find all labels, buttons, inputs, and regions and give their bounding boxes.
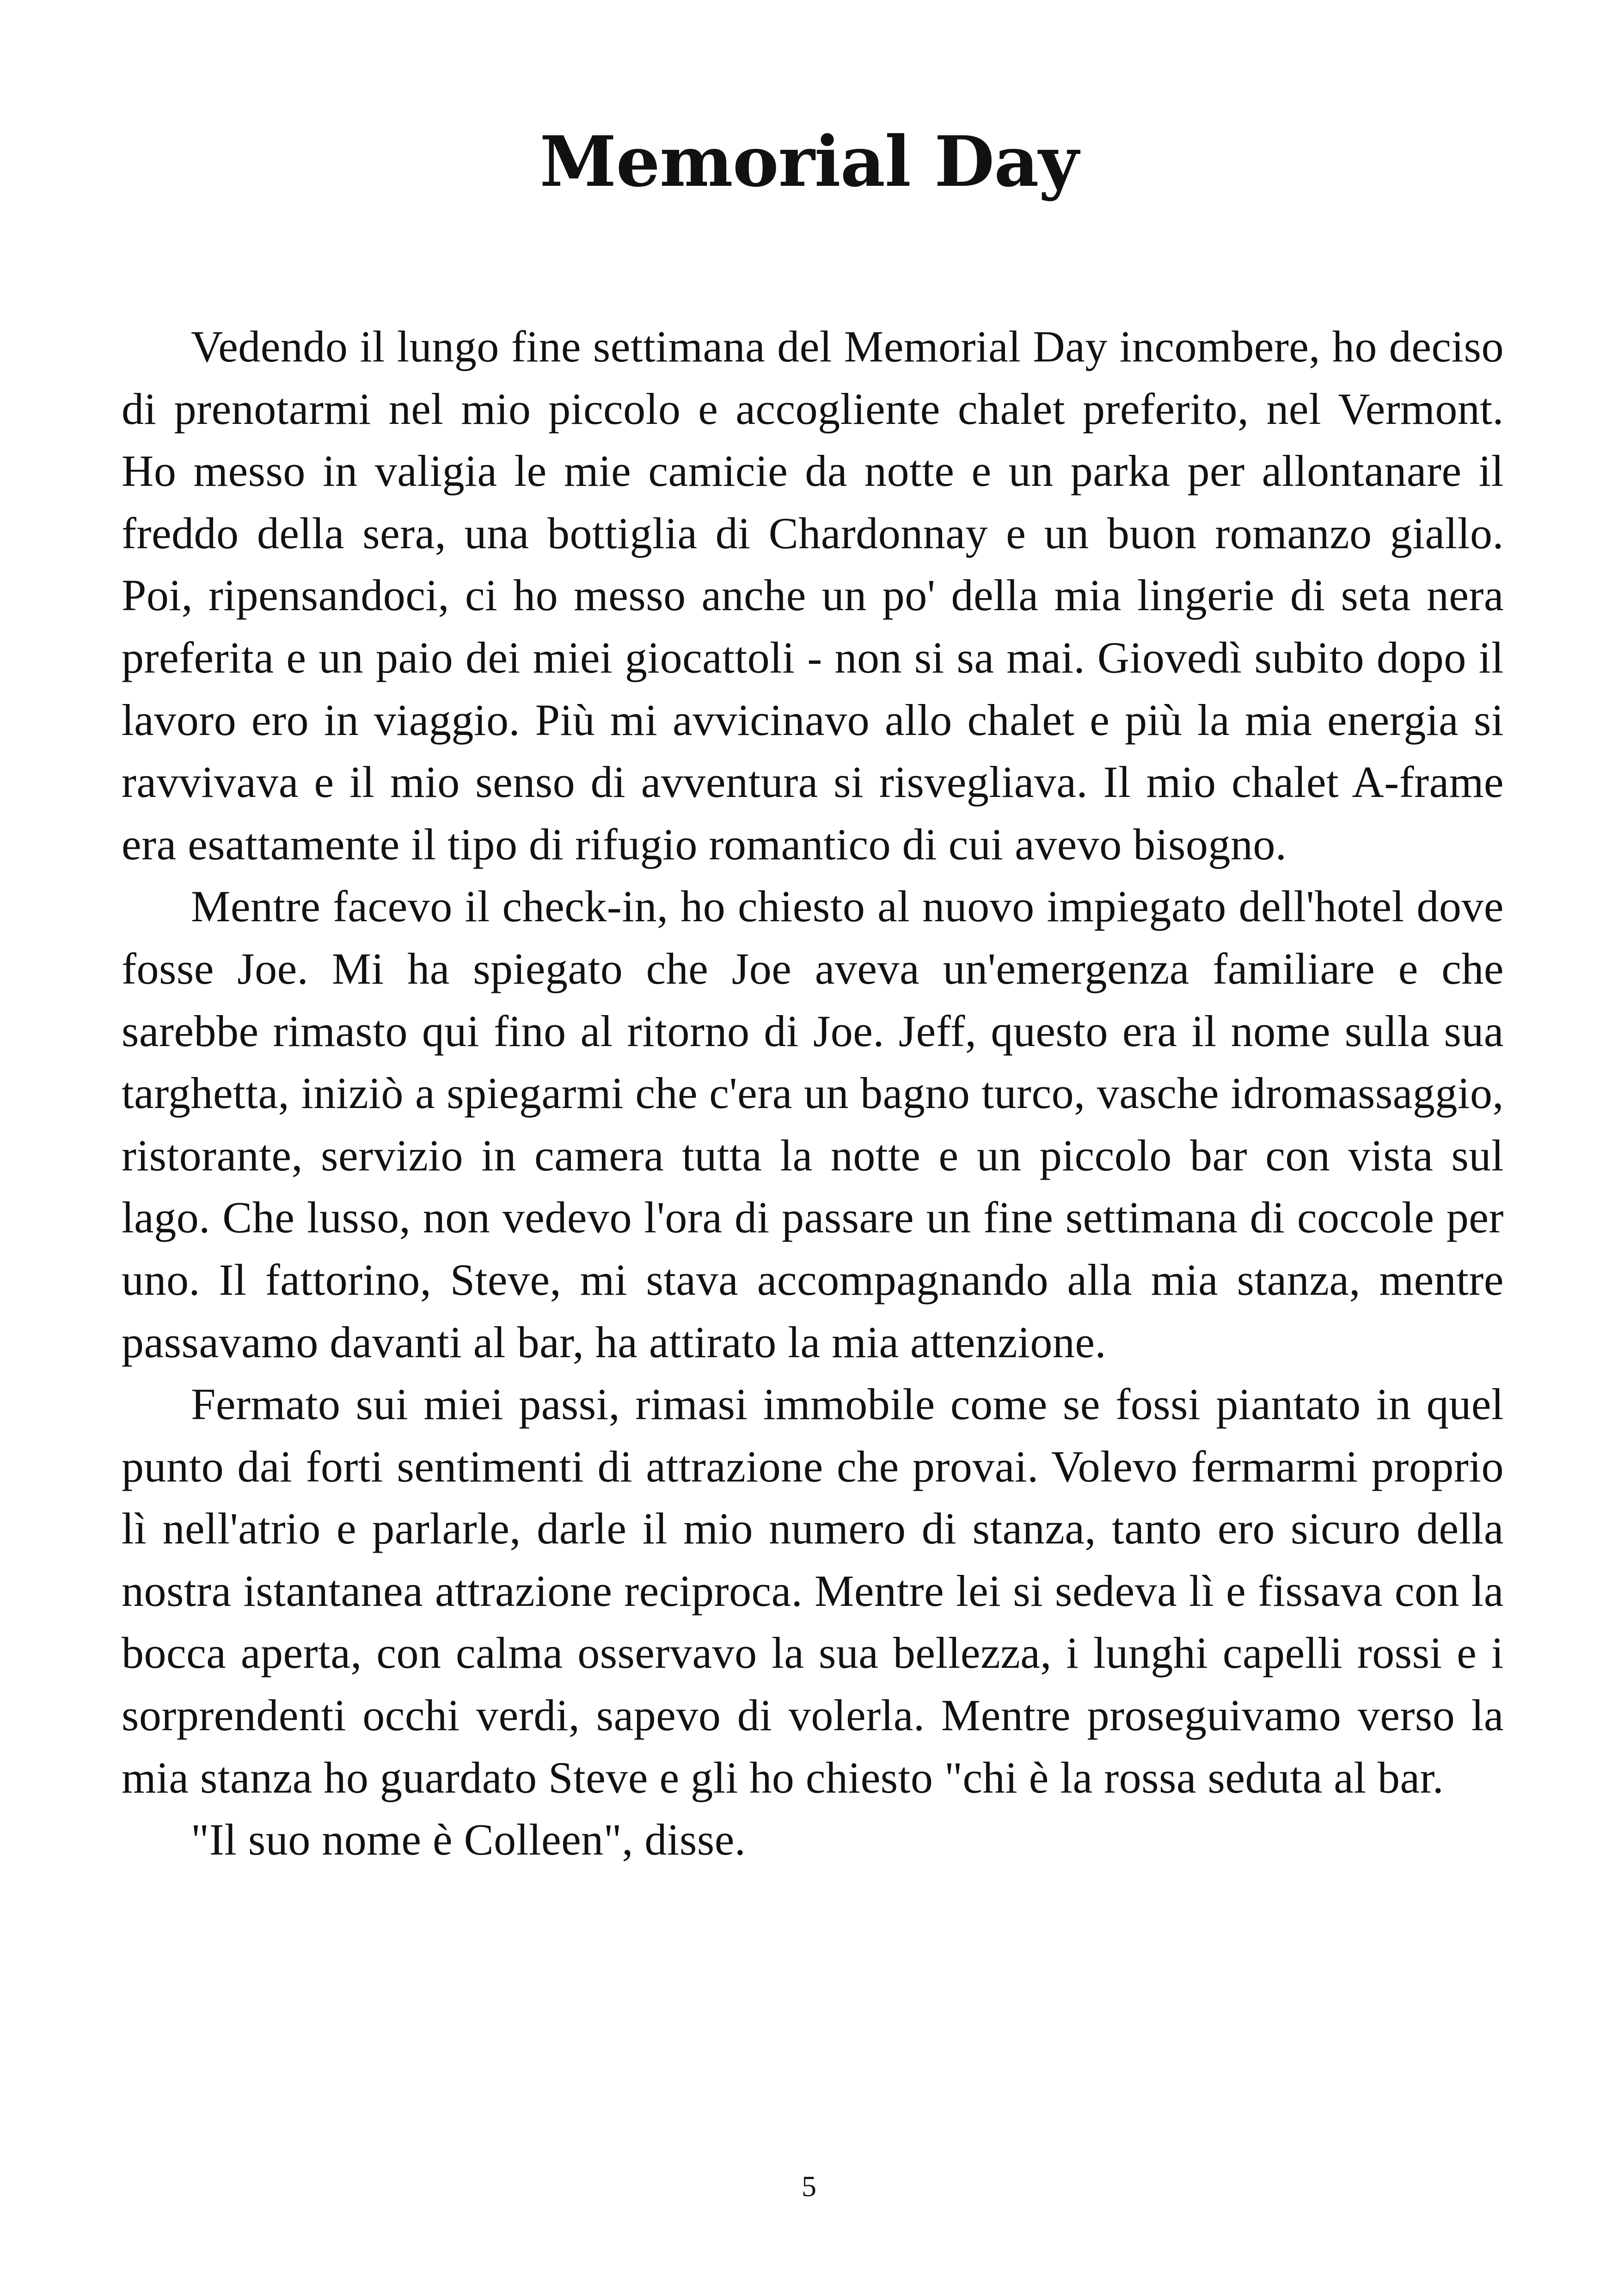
page-number: 5: [802, 2170, 816, 2203]
paragraph-3: Fermato sui miei passi, rimasi immobile come se fossi piantato in quel punto dai forti sentimenti di attrazione che provai. Volevo fermarmi proprio lì nell'atrio e parlarle, darle il mio numero di stanza, tanto ero sicuro della nostra istantanea attrazione reciproca. Mentre lei si sedeva lì e fissava con la bocca aperta, con calma osservavo la sua bellezza, i lunghi capelli rossi e i sorprendenti occhi verdi, sapevo di volerla. Mentre proseguivamo verso la mia stanza ho guardato Steve e gli ho chiesto "chi è la rossa seduta al bar.: [122, 1379, 1504, 1802]
paragraph-2: Mentre facevo il check-in, ho chiesto al nuovo impiegato dell'hotel dove fosse Joe. Mi ha spiegato che Joe aveva un'emergenza familiare e che sarebbe rimasto qui fino al ritorno di Joe. Jeff, questo era il nome sulla sua targhetta, iniziò a spiegarmi che c'era un bagno turco, vasche idromassaggio, ristorante, servizio in camera tutta la notte e un piccolo bar con vista sul lago. Che lusso, non vedevo l'ora di passare un fine settimana di coccole per uno. Il fattorino, Steve, mi stava accompagnando alla mia stanza, mentre passavamo davanti al bar, ha attirato la mia attenzione.: [122, 882, 1504, 1367]
paragraph-1: Vedendo il lungo fine settimana del Memorial Day incombere, ho deciso di prenotarmi nel mio piccolo e accogliente chalet preferito, nel Vermont. Ho messo in valigia le mie camicie da notte e un parka per allontanare il freddo della sera, una bottiglia di Chardonnay e un buon romanzo giallo. Poi, ripensandoci, ci ho messo anche un po' della mia lingerie di seta nera preferita e un paio dei miei giocattoli - non si sa mai. Giovedì subito dopo il lavoro ero in viaggio. Più mi avvicinavo allo chalet e più la mia energia si ravvivava e il mio senso di avventura si risvegliava. Il mio chalet A-frame era esattamente il tipo di rifugio romantico di cui avevo bisogno.: [122, 322, 1504, 869]
paragraph-4: "Il suo nome è Colleen", disse.: [191, 1815, 746, 1865]
body-text: [122, 316, 1504, 1871]
chapter-title: Memorial Day: [539, 121, 1079, 202]
